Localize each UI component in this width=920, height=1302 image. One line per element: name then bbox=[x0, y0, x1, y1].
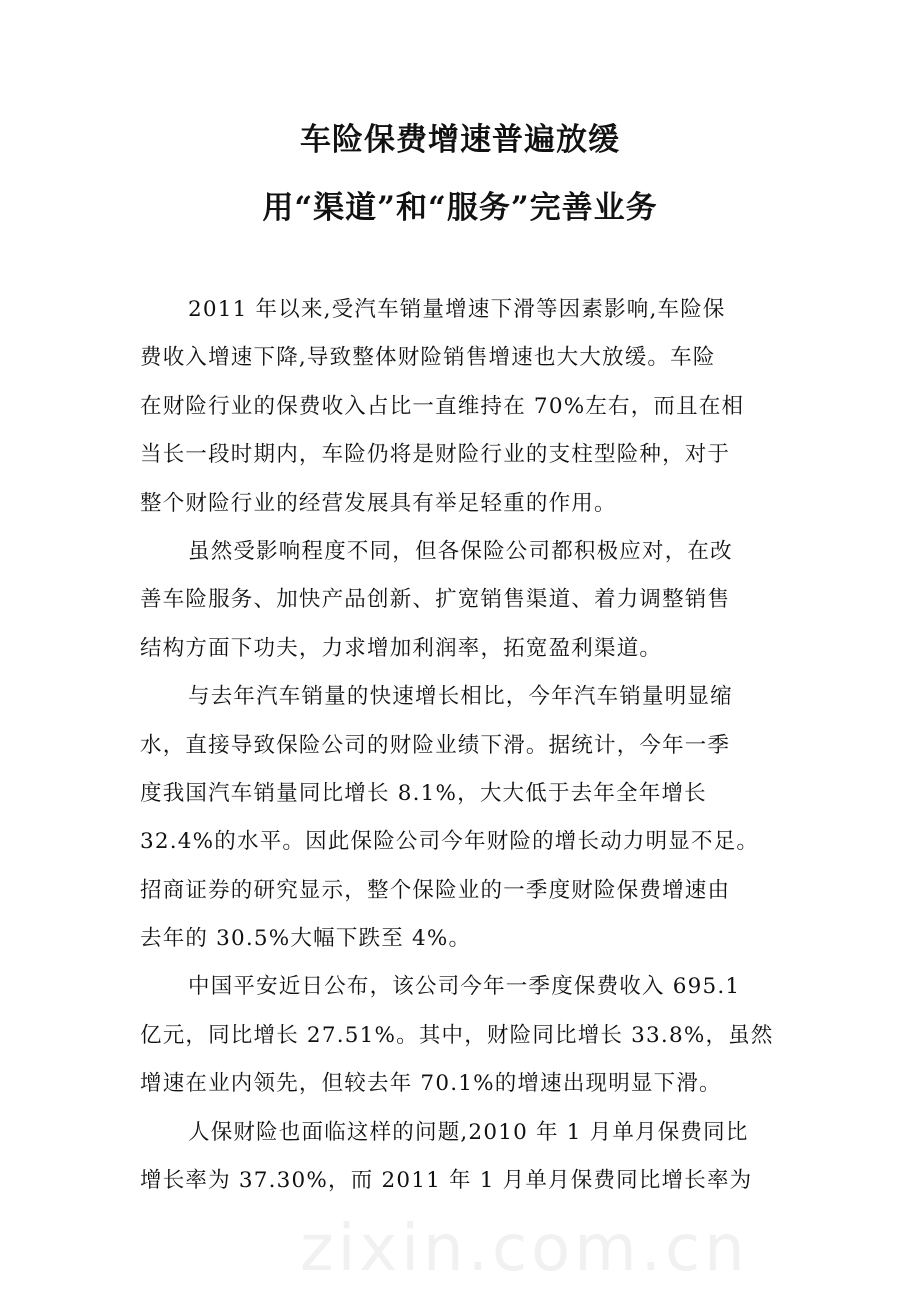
text-line: 在财险行业的保费收入占比一直维持在 70%左右，而且在相 bbox=[140, 393, 745, 419]
text-line: 招商证券的研究显示，整个保险业的一季度财险保费增速由 bbox=[140, 877, 731, 903]
text-line: 善车险服务、加快产品创新、扩宽销售渠道、着力调整销售 bbox=[140, 587, 731, 613]
text-line: 亿元，同比增长 27.51%。其中，财险同比增长 33.8%，虽然 bbox=[140, 1022, 774, 1048]
text-line: 结构方面下功夫，力求增加利润率，拓宽盈利渠道。 bbox=[140, 635, 663, 661]
text-line: 整个财险行业的经营发展具有举足轻重的作用。 bbox=[140, 490, 617, 516]
text-line: 度我国汽车销量同比增长 8.1%，大大低于去年全年增长 bbox=[140, 780, 707, 806]
text-line: 费收入增速下降,导致整体财险销售增速也大大放缓。车险 bbox=[140, 345, 716, 371]
title-line-2: 用“渠道”和“服务”完善业务 bbox=[262, 190, 658, 226]
text-line: 去年的 30.5%大幅下跌至 4%。 bbox=[140, 926, 472, 952]
text-line: 虽然受影响程度不同，但各保险公司都积极应对，在改 bbox=[188, 538, 733, 564]
text-line: 增长率为 37.30%，而 2011 年 1 月单月保费同比增长率为 bbox=[140, 1168, 753, 1194]
text-line: 当长一段时期内，车险仍将是财险行业的支柱型险种，对于 bbox=[140, 442, 731, 468]
text-line: 人保财险也面临这样的问题,2010 年 1 月单月保费同比 bbox=[188, 1119, 749, 1145]
text-line: 与去年汽车销量的快速增长相比，今年汽车销量明显缩 bbox=[188, 684, 733, 710]
watermark: zixin.com.cn bbox=[300, 1212, 749, 1286]
text-line: 水，直接导致保险公司的财险业绩下滑。据统计，今年一季 bbox=[140, 732, 731, 758]
text-line: 中国平安近日公布，该公司今年一季度保费收入 695.1 bbox=[188, 974, 741, 1000]
title-line-1: 车险保费增速普遍放缓 bbox=[300, 122, 620, 158]
text-line: 2011 年以来,受汽车销量增速下滑等因素影响,车险保 bbox=[188, 297, 726, 322]
text-line: 32.4%的水平。因此保险公司今年财险的增长动力明显不足。 bbox=[140, 829, 760, 855]
article-body bbox=[140, 286, 820, 1205]
text-line: 增速在业内领先，但较去年 70.1%的增速出现明显下滑。 bbox=[140, 1071, 722, 1097]
